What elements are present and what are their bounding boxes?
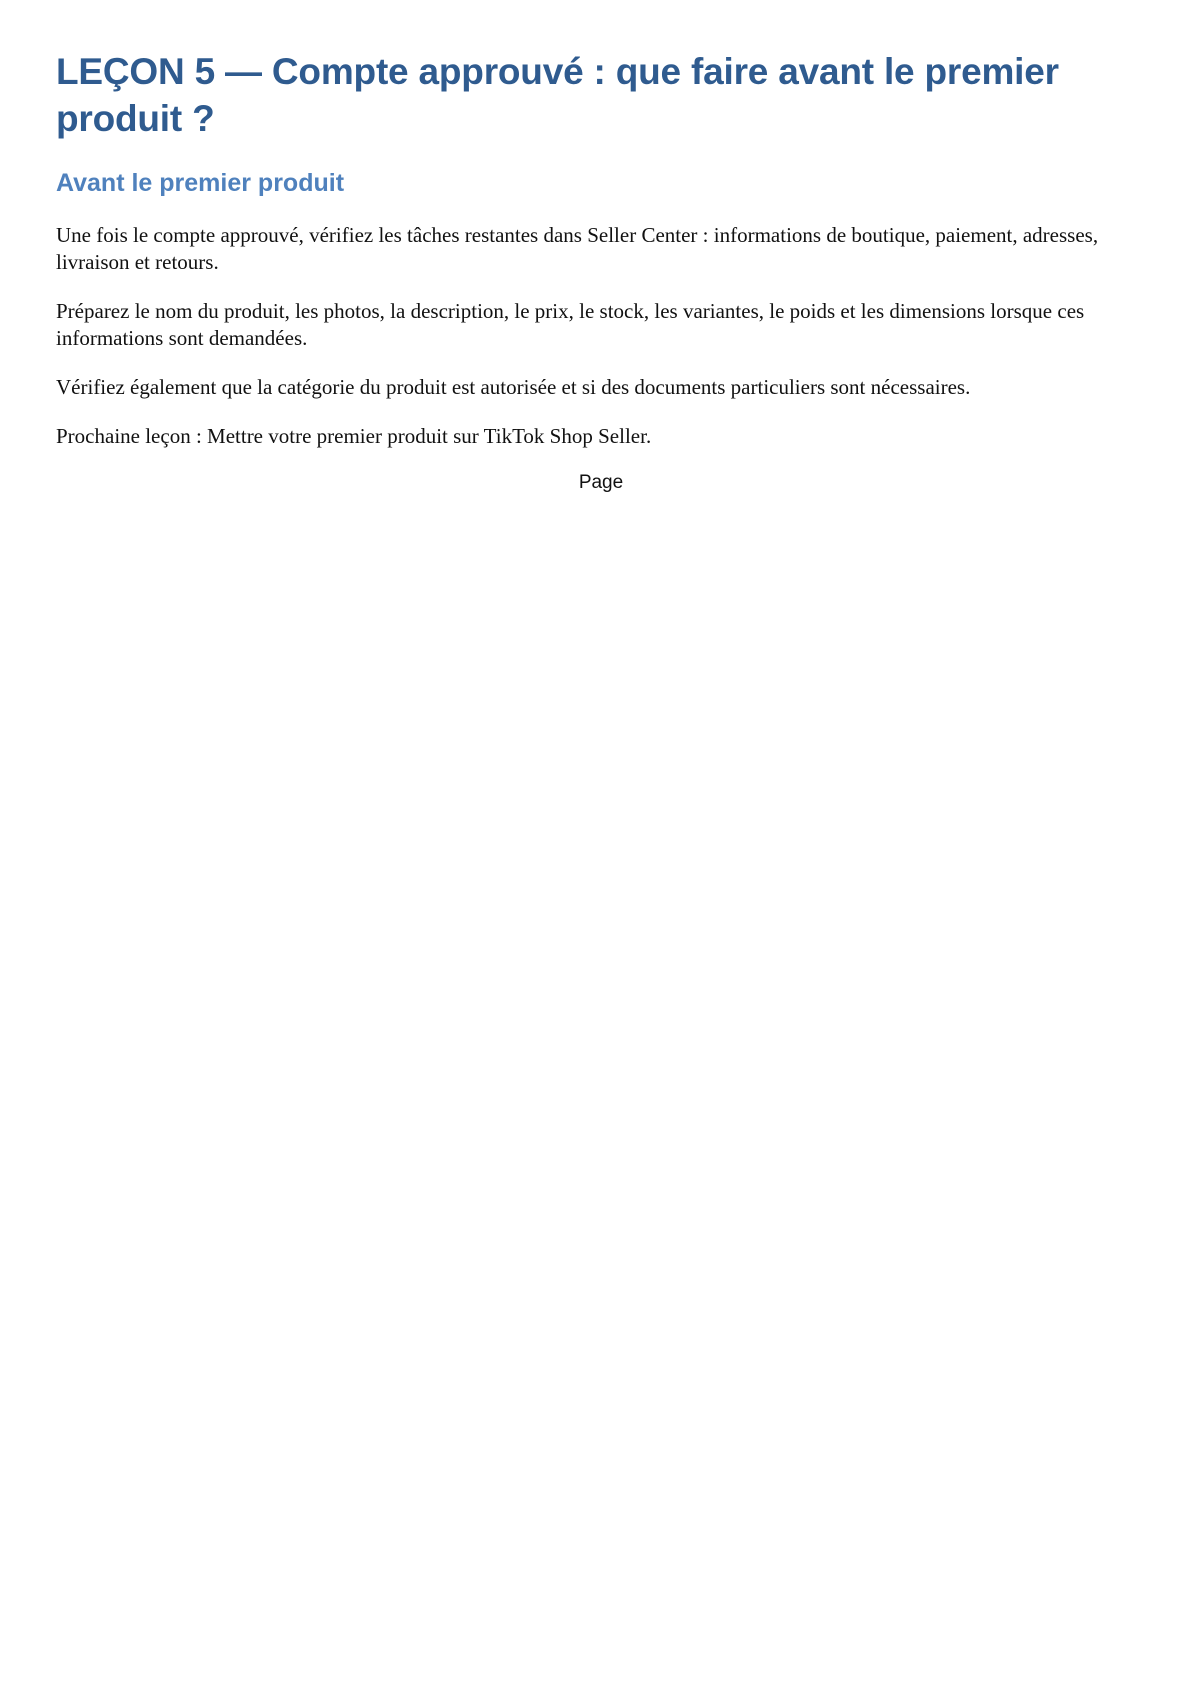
page-footer: Page — [578, 472, 624, 493]
document-content — [56, 48, 1146, 495]
paragraph-tasks: Une fois le compte approuvé, vérifiez les tâches restantes dans Seller Center : informations de boutique, paiement, adresses, livraison et retours. — [56, 223, 1099, 274]
paragraph-category-check: Vérifiez également que la catégorie du produit est autorisée et si des documents particuliers sont nécessaires. — [56, 375, 971, 399]
section-heading: Avant le premier produit — [56, 169, 345, 197]
paragraph-product-info: Préparez le nom du produit, les photos, la description, le prix, le stock, les variantes, le poids et les dimensions lorsque ces informations sont demandées. — [56, 299, 1085, 350]
paragraph-next-lesson: Prochaine leçon : Mettre votre premier produit sur TikTok Shop Seller. — [56, 424, 652, 448]
lesson-title: LEÇON 5 — Compte approuvé : que faire avant le premier produit ? — [56, 51, 1059, 139]
